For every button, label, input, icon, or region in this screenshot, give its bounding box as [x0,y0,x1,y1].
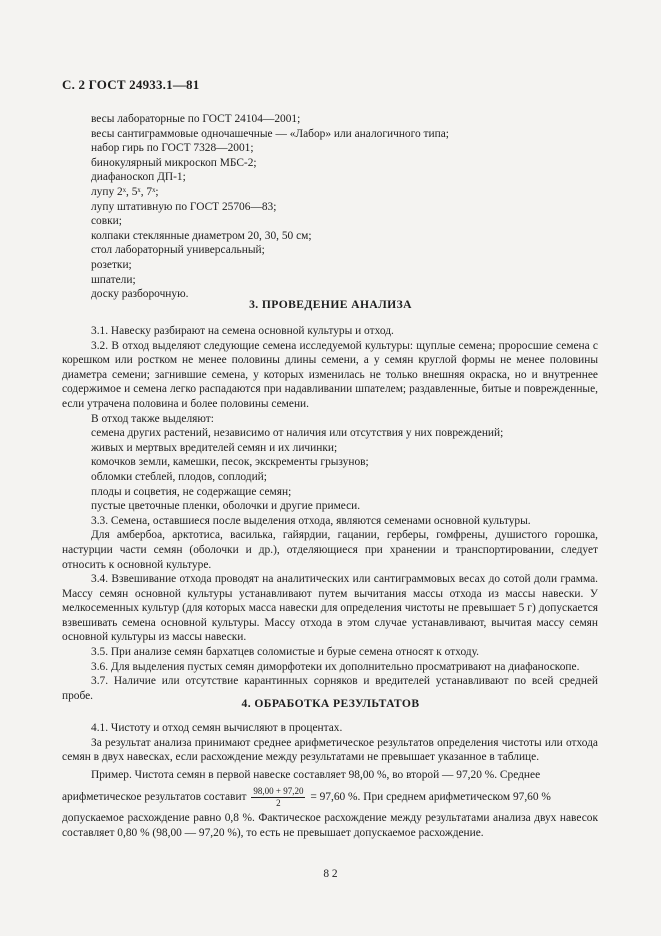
list-item: колпаки стеклянные диаметром 20, 30, 50 см; [91,229,312,242]
list-item: доску разборочную. [91,288,189,301]
list-item: стол лабораторный универсальный; [91,244,265,257]
list-item: плоды и соцветия, не содержащие семян; [91,485,292,498]
formula-text-after: = 97,60 %. При среднем арифметическом 97,60 % [310,791,551,804]
paragraph: 4.1. Чистоту и отход семян вычисляют в процентах. [91,722,343,734]
formula-text-before: арифметическое результатов составит [62,791,247,804]
equipment-list [91,112,611,302]
paragraph: 3.2. В отход выделяют следующие семена исследуемой культуры: щуплые семена; проросшие семена с корешком или ростком не менее половины длины семени, а у семян круглой формы не менее половины диаметра семени; загнившие семена, у которых изменилась не только внешняя окраска, но и внутреннее содержимое и семена легко распадаются при надавливании шпателем; раздавленные, битые и поврежденные, если утрачена половина и более половины семени. [62,339,598,410]
paragraph: В отход также выделяют: [91,412,214,425]
page-number: 8 2 [323,868,338,880]
list-item: комочков земли, камешки, песок, экскременты грызунов; [91,456,369,469]
paragraph: 3.1. Навеску разбирают на семена основной культуры и отход. [91,325,394,337]
list-item: шпатели; [91,273,136,286]
list-item: диафаноскоп ДП-1; [91,171,186,184]
section-3-heading: 3. ПРОВЕДЕНИЕ АНАЛИЗА [249,298,412,311]
paragraph: допускаемое расхождение равно 0,8 %. Фактическое расхождение между результатами анализа двух навесок составляет 0,80 % (98,00 — 97,20 %), то есть не превышает допускаемое расхождение. [62,812,598,839]
paragraph: Для амбербоа, арктотиса, василька, гайярдии, гацании, герберы, гомфрены, душистого горошка, настурции части семян (оболочки и др.), отделяющиеся при хранении и транспортировании, следует относить к основной культуре. [62,529,598,571]
paragraph: 3.3. Семена, оставшиеся после выделения отхода, являются семенами основной культуры. [91,514,531,527]
section-4-body [62,721,598,841]
paragraph: За результат анализа принимают среднее арифметическое результатов определения чистоты или отхода семян в двух навесках, если расхождение между результатами не превышает указанное в таблице. [62,736,598,764]
list-item: весы лабораторные по ГОСТ 24104—2001; [91,113,301,125]
fraction-denominator: 2 [276,798,281,809]
list-item: набор гирь по ГОСТ 7328—2001; [91,142,254,155]
paragraph: Пример. Чистота семян в первой навеске составляет 98,00 %, во второй — 97,20 %. Среднее [91,768,541,781]
paragraph: 3.4. Взвешивание отхода проводят на аналитических или сантиграммовых весах до сотой доли грамма. Массу семян основной культуры устанавливают путем вычитания массы отхода из массы навески. У мелкосеменных культур (для которых масса навески для определения чистоты не превышает 5 г) допускается взвешивать семена основной культуры. Массу отхода в этом случае устанавливают, вычитая массу семян основной культуры из массы навески. [62,573,598,644]
list-item: розетки; [91,258,132,271]
list-item: обломки стеблей, плодов, соплодий; [91,470,267,483]
paragraph: 3.6. Для выделения пустых семян диморфотеки их дополнительно просматривают на диафаноскопе. [91,660,580,673]
list-item: пустые цветочные пленки, оболочки и другие примеси. [91,500,361,513]
section-4-heading: 4. ОБРАБОТКА РЕЗУЛЬТАТОВ [241,697,420,710]
paragraph: 3.7. Наличие или отсутствие карантинных сорняков и вредителей устанавливают по всей средней пробе. [62,675,598,702]
page-header: С. 2 ГОСТ 24933.1—81 [62,77,200,92]
list-item: живых и мертвых вредителей семян и их личинки; [91,441,338,454]
formula-line [62,785,598,809]
list-item: лупу штативную по ГОСТ 25706—83; [91,200,277,213]
list-item: весы сантиграммовые одночашечные — «Лабор» или аналогичного типа; [91,127,449,140]
section-3-body [62,324,598,703]
list-item: бинокулярный микроскоп МБС-2; [91,156,257,169]
paragraph: 3.5. При анализе семян бархатцев соломистые и бурые семена относят к отходу. [91,646,480,659]
list-item: семена других растений, независимо от наличия или отсутствия у них повреждений; [91,427,504,440]
fraction-numerator: 98,00 + 97,20 [253,786,304,797]
fraction [251,786,305,809]
list-item: лупу 2ˣ, 5ˣ, 7ˣ; [91,185,159,198]
list-item: совки; [91,215,122,228]
